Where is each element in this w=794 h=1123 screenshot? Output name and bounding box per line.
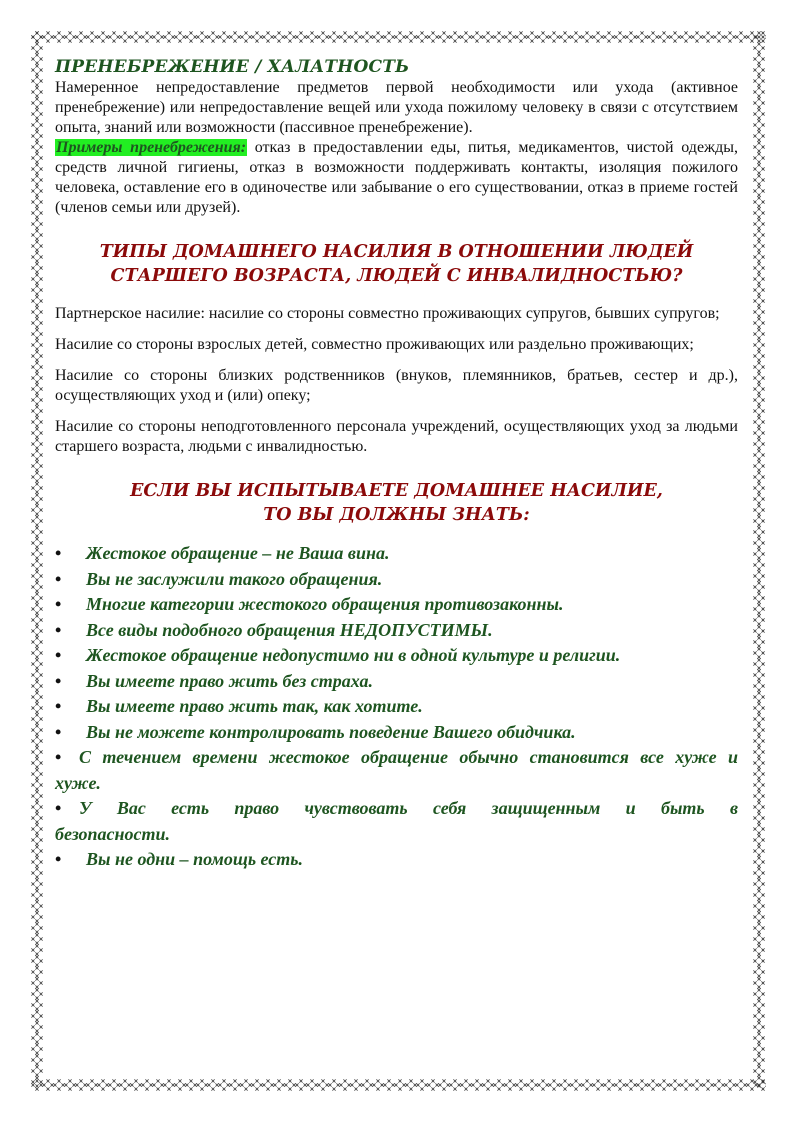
bullet-icon: •	[55, 645, 62, 665]
bullet-icon: •	[55, 849, 62, 869]
type-item: Насилие со стороны взрослых детей, совместно проживающих или раздельно проживающих;	[55, 336, 694, 353]
list-item: • Жестокое обращение недопустимо ни в одной культуре и религии.	[55, 643, 738, 669]
section-neglect	[55, 56, 738, 218]
bullet-icon: •	[55, 619, 62, 640]
heading-line-1: ЕСЛИ ВЫ ИСПЫТЫВАЕТЕ ДОМАШНЕЕ НАСИЛИЕ,	[130, 481, 663, 501]
heading-line-2: ТО ВЫ ДОЛЖНЫ ЗНАТЬ:	[263, 505, 530, 525]
heading-line-2: СТАРШЕГО ВОЗРАСТА, ЛЮДЕЙ С ИНВАЛИДНОСТЬЮ?	[110, 266, 683, 286]
list-item: • Все виды подобного обращения НЕДОПУСТИМЫ.	[55, 618, 738, 644]
border-pattern	[30, 30, 766, 44]
border-pattern	[752, 30, 766, 1092]
neglect-heading: ПРЕНЕБРЕЖЕНИЕ / ХАЛАТНОСТЬ	[55, 57, 410, 77]
bullet-icon: •	[55, 670, 62, 691]
heading-line-1: ТИПЫ ДОМАШНЕГО НАСИЛИЯ В ОТНОШЕНИИ ЛЮДЕЙ	[99, 242, 694, 262]
list-item: • У Вас есть право чувствовать себя защищенным и быть в безопасности.	[55, 798, 738, 844]
bullet-icon: •	[55, 594, 62, 614]
type-item: Насилие со стороны близких родственников (внуков, племянников, братьев, сестер и др.), осуществляющих уход и (или) опеку;	[55, 367, 738, 404]
bullet-icon: •	[55, 543, 62, 563]
page-content	[55, 56, 738, 873]
border-pattern	[30, 1078, 766, 1092]
bullet-icon: •	[55, 798, 62, 818]
border-pattern	[30, 30, 44, 1092]
list-item: • Вы не одни – помощь есть.	[55, 847, 738, 873]
know-list	[55, 541, 738, 873]
list-item: • С течением времени жестокое обращение обычно становится все хуже и хуже.	[55, 747, 738, 793]
page-border-right	[752, 30, 766, 1092]
page-border-top	[30, 30, 766, 44]
list-item: • Вы имеете право жить так, как хотите.	[55, 694, 738, 720]
neglect-definition: Намеренное непредоставление предметов первой необходимости или ухода (активное пренебрежение) или непредоставление вещей или ухода пожилому человеку в связи с отсутствием опыта, знаний или возможности (пассивное пренебрежение).	[55, 79, 738, 136]
list-item: • Многие категории жестокого обращения противозаконны.	[55, 592, 738, 618]
page-border-bottom	[30, 1078, 766, 1092]
list-item: • Вы имеете право жить без страха.	[55, 669, 738, 695]
section-violence-types	[55, 240, 738, 457]
section-you-should-know	[55, 479, 738, 873]
examples-label-highlight: Примеры пренебрежения:	[56, 139, 247, 156]
page-border-left	[30, 30, 44, 1092]
bullet-icon: •	[55, 568, 62, 589]
type-item: Насилие со стороны неподготовленного персонала учреждений, осуществляющих уход за людьми старшего возраста, людьми с инвалидностью.	[55, 418, 738, 455]
you-should-know-heading	[55, 479, 738, 527]
bullet-icon: •	[55, 721, 62, 742]
list-item: • Вы не можете контролировать поведение Вашего обидчика.	[55, 720, 738, 746]
list-item: • Вы не заслужили такого обращения.	[55, 567, 738, 593]
violence-types-heading	[55, 240, 738, 288]
neglect-examples	[55, 138, 738, 218]
type-item: Партнерское насилие: насилие со стороны совместно проживающих супругов, бывших супругов;	[55, 305, 720, 322]
examples-text: отказ в предоставлении еды, питья, медикаментов, чистой одежды, средств личной гигиены, отказ в возможности поддерживать контакты, изоляция пожилого человека, оставление его в одиночестве или забывание о его существовании, отказ в приеме гостей (членов семьи или друзей).	[55, 139, 738, 216]
list-item: • Жестокое обращение – не Ваша вина.	[55, 541, 738, 567]
bullet-icon: •	[55, 696, 62, 716]
bullet-icon: •	[55, 747, 62, 767]
